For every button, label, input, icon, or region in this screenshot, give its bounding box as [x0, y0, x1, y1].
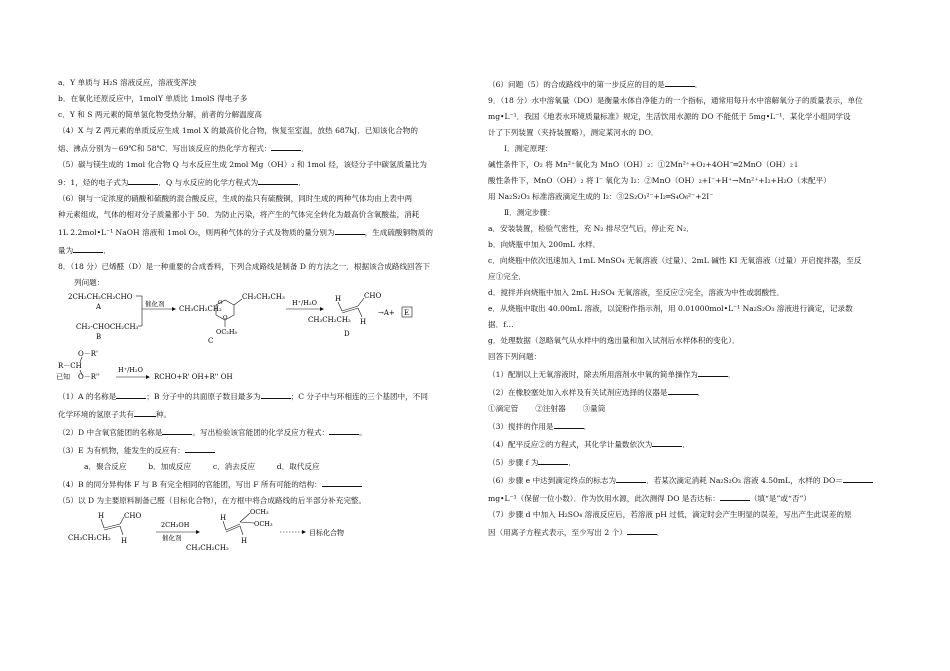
q8-part1-text5: 种。: [155, 410, 172, 419]
q9-part4: （4）配平反应②的方程式，其化学计量数依次为 ．: [488, 440, 690, 449]
q8-part4-text: （4）B 的同分异构体 F 与 B 有完全相同的官能团，写出 F 所有可能的结构：: [58, 480, 322, 489]
q8-part1-line2: [58, 408, 470, 420]
q8-part4: [58, 478, 470, 490]
q9-principle3: 用 Na₂S₂O₃ 标准溶液滴定生成的 I₂：③2S₂O₃²⁻+I₂═S₄O₆²⁻+2I⁻: [488, 192, 714, 201]
product-c-ethoxy: OC₂H₅: [216, 328, 238, 336]
q9-part7-line2: 因（用离子方程式表示，至少写出 2 个） ．: [488, 528, 665, 537]
q9-step-c2: 应①完全．: [488, 272, 526, 281]
answer-blank[interactable]: [335, 226, 365, 235]
product-d-chain: CH₃CH₂CH₂: [308, 316, 351, 324]
q9-step-g: g．处理数据（忽略氧气从水样中的逸出量和加入试剂后水样体积的变化）．: [488, 336, 740, 345]
answer-blank[interactable]: [116, 390, 146, 399]
q7-part6-text3: 量为: [58, 246, 74, 255]
label-b: B: [96, 333, 102, 341]
q8-option-b: b．加成反应: [148, 462, 192, 471]
route-target: 目标化合物: [309, 529, 344, 537]
q8-part1-text4: 化学环境的氢原子共有: [58, 410, 134, 419]
q8-part1-text: （1）A 的名称是: [58, 392, 117, 401]
label-d: D: [344, 330, 350, 338]
answer-blank[interactable]: [538, 456, 568, 465]
route-aldehyde: CHO: [124, 512, 142, 520]
q8-part5: （5）以 D 为主要原料制备己醛（目标化合物），在方框中将合成路线的后半部分补充完整。: [58, 496, 367, 505]
q8-part3: [58, 444, 470, 456]
label-e: E: [404, 309, 410, 317]
synthesis-scheme-drawing: [58, 291, 470, 345]
answer-blank[interactable]: [322, 478, 362, 487]
q7-part5-line2: 9：1，烃的电子式为 ．Q 与水反应的化学方程式为 ．: [58, 178, 306, 187]
q8-part1-text2: ；B 分子中的共面原子数目最多为: [146, 392, 261, 401]
q7-part4-text: 熔、沸点分别为－69℃和 58℃．写出该反应的热化学方程式：: [58, 144, 272, 153]
route-methoxy-b: OCH₃: [254, 520, 273, 528]
q7-option-c: c．Y 和 S 两元素的简单氢化物受热分解，前者的分解温度高: [58, 110, 262, 119]
q8-part6: （6）问题（5）的合成路线中的第一步反应的目的是 ．: [488, 80, 703, 89]
route-atom-h3: H: [220, 514, 227, 522]
q8-option-c: c．消去反应: [212, 462, 256, 471]
aldehyde-group: CHO: [364, 292, 382, 300]
known-products: RCHO+R' OH+R'' OH: [154, 373, 233, 381]
route-atom-h2: H: [121, 537, 128, 545]
q9-part6-line2: [488, 492, 898, 504]
answer-blank[interactable]: [843, 474, 873, 483]
q7-part5-text: 9：1，烃的电子式为: [58, 178, 129, 187]
route-scheme-drawing: [58, 508, 470, 552]
q9-part3: （3）搅拌的作用是 ．: [488, 422, 592, 431]
q7-part6-text: 1L 2.2mol•L⁻¹ NaOH 溶液和 1mol O₂，则两种气体的分子式及物质的量分别为: [58, 228, 335, 237]
known-o-r2: O－R'': [78, 373, 100, 381]
q9-step-e2: 据．f…: [488, 320, 514, 329]
q9-option-1: ①滴定管: [488, 404, 519, 413]
q8-part2-text: （2）D 中含氧官能团的名称是: [58, 428, 163, 437]
answer-blank[interactable]: [128, 176, 158, 185]
known-condition: H⁺/H₂O: [118, 366, 143, 374]
svg-text:O: O: [223, 315, 228, 321]
q7-part5-line1: （5）碳与镁生成的 1mol 化合物 Q 与水反应生成 2mol Mg（OH）₂ 和 1mol 烃，该烃分子中碳氢质量比为: [58, 160, 427, 169]
known-r-ch: R－CH: [58, 362, 82, 370]
q9-part7-text: 因（用离子方程式表示，至少写出 2 个）: [488, 528, 627, 537]
q9-part6-text2: ．若某次滴定消耗 Na₂S₂O₃ 溶液 4.50mL，水样的 DO＝: [646, 476, 843, 485]
answer-blank[interactable]: [720, 492, 750, 501]
right-column: [488, 78, 898, 538]
answer-blank[interactable]: [616, 474, 646, 483]
route-chain: CH₃CH₂CH₂: [68, 534, 111, 542]
acid-water-label: H⁺/H₂O: [292, 299, 317, 307]
synthesis-scheme: [58, 291, 470, 345]
route-catalyst: 催化剂: [162, 534, 182, 542]
answer-blank[interactable]: [261, 390, 291, 399]
known-label: 已知: [56, 373, 70, 381]
q9-intro-line1: 9．（18 分）水中溶氧量（DO）是衡量水体自净能力的一个指标，通常用每升水中溶解氧分子的质量表示，单位: [488, 96, 863, 105]
q7-option-a: a．Y 单质与 H₂S 溶液反应，溶液变浑浊: [58, 78, 196, 87]
q9-step-c1: c．向烧瓶中依次迅速加入 1mL MnSO₄ 无氧溶液（过量）、2mL 碱性 KI 无氧溶液（过量）开启搅拌器，至反: [488, 256, 862, 265]
answer-blank[interactable]: [134, 408, 156, 417]
catalyst-label: 催化剂: [145, 300, 165, 308]
q9-part2-options: [488, 404, 898, 414]
route-chain2: CH₃CH₂CH₂: [186, 544, 229, 552]
q9-intro-line2: mg•L⁻¹．我国《地表水环境质量标准》规定，生活饮用水源的 DO 不能低于 5mg•L⁻¹．某化学小组同学设: [488, 112, 851, 121]
q8-option-d: d．取代反应: [276, 462, 320, 471]
q9-step-d: d．搅拌并向烧瓶中加入 2mL H₂SO₄ 无氧溶液，至反应②完全，溶液为中性或弱酸性．: [488, 288, 785, 297]
route-atom-h: H: [98, 512, 105, 520]
q8-part2-text2: 。写出检验该官能团的化学反应方程式：: [192, 428, 330, 437]
route-scheme: [58, 508, 470, 552]
q9-section1: Ⅰ．测定原理：: [504, 144, 553, 153]
q8-intro-line1: 8．（18 分）已烯醛（D）是一种重要的合成香料，下列合成路线是制备 D 的方法之一．根据该合成路线回答下: [58, 262, 430, 271]
q8-part6-text: （6）问题（5）的合成路线中的第一步反应的目的是: [488, 80, 665, 89]
q9-part3-text: （3）搅拌的作用是: [488, 422, 554, 431]
q9-part2: （2）在橡胶塞处加入水样及有关试剂应选择的仪器是 ．: [488, 388, 706, 397]
known-reaction-drawing: [58, 348, 470, 388]
q7-part6-line3: [58, 226, 470, 238]
route-methoxy-a: OCH₃: [250, 508, 269, 516]
q9-questions-label: 回答下列问题：: [488, 352, 542, 361]
q9-section2: Ⅱ．测定步骤：: [504, 208, 555, 217]
q9-part6-line1: [488, 474, 898, 486]
known-reaction: [58, 348, 470, 388]
label-c: C: [208, 337, 214, 345]
left-column: [58, 78, 470, 554]
q7-part4-line1: （4）X 与 Z 两元素的单质反应生成 1mol X 的最高价化合物，恢复至室温，放热 687kJ．已知该化合物的: [58, 126, 418, 135]
answer-blank[interactable]: [668, 386, 698, 395]
label-a: A: [96, 303, 102, 311]
route-atom-h4: H: [241, 537, 248, 545]
route-reagent: 2CH₃OH: [161, 521, 190, 529]
q9-step-a: a．安装装置，检验气密性，充 N₂ 排尽空气后，停止充 N₂．: [488, 224, 694, 233]
product-c-chain2: CH₂CH₂CH₃: [242, 293, 285, 301]
answer-blank[interactable]: [627, 526, 657, 535]
q7-part4-line2: 熔、沸点分别为－69℃和 58℃．写出该反应的热化学方程式： ．: [58, 144, 309, 153]
q9-part5: （5）步骤 f 为 ．: [488, 458, 577, 467]
svg-text:O: O: [218, 300, 223, 306]
product-c-chain1: CH₃CH₂CH₂: [179, 305, 222, 313]
answer-blank[interactable]: [329, 426, 359, 435]
answer-blank[interactable]: [652, 438, 682, 447]
answer-blank[interactable]: [271, 142, 301, 151]
q8-intro-line2: 列问题：: [74, 278, 105, 287]
atom-h: H: [335, 295, 342, 303]
q7-part6-line2: 种元素组成，气体的相对分子质量都小于 50．为防止污染，将产生的气体完全转化为最高价含氧酸盐，消耗: [58, 210, 420, 219]
answer-blank[interactable]: [162, 426, 192, 435]
q7-option-b: b．在氧化还原反应中，1molY 单质比 1molS 得电子多: [58, 94, 248, 103]
q9-part7-line1: （7）步骤 d 中加入 H₂SO₄ 溶液反应后，若溶液 pH 过低，滴定时会产生明显的误差，写出产生此误差的原: [488, 510, 852, 519]
q7-part6-line1: （6）铜与一定浓度的硝酸和硫酸的混合酸反应，生成的盐只有硫酸铜，同时生成的两种气体均由上表中两: [58, 194, 413, 203]
q9-part5-text: （5）步骤 f 为: [488, 458, 539, 467]
q9-step-b: b．向烧瓶中加入 200mL 水样．: [488, 240, 601, 249]
q9-part1-text: （1）配制以上无氧溶液时，除去所用溶剂水中氧的简单操作为: [488, 370, 698, 379]
q9-part6-text3: mg•L⁻¹（保留一位小数）．作为饮用水源，此次测得 DO 是否达标：: [488, 494, 720, 503]
reactant-a: 2CH₃CH₂CH₂CHO: [68, 293, 133, 301]
q7-part6-text2: ，生成硫酸铜物质的: [364, 228, 433, 237]
q7-part6-line4: 量为 ．: [58, 246, 111, 255]
q9-principle1: 碱性条件下，O₂ 将 Mn²⁺氧化为 MnO（OH）₂：①2Mn²⁺+O₂+4OH⁻═2MnO（OH）₂↓: [488, 160, 800, 169]
reactant-b: CH₂-CHOCH₂CH₃: [76, 323, 139, 331]
q9-principle2: 酸性条件下，MnO（OH）₂ 将 I⁻ 氧化为 I₂：②MnO（OH）₂+I⁻+H⁺→Mn²⁺+I₂+H₂O（未配平）: [488, 176, 831, 185]
q8-part3-options: [58, 462, 470, 472]
q9-part6-text: （6）步骤 e 中达到滴定终点的标志为: [488, 476, 617, 485]
q9-option-3: ③量筒: [582, 404, 606, 413]
answer-blank[interactable]: [185, 444, 215, 453]
q7-part5-text2: ．Q 与水反应的化学方程式为: [158, 178, 259, 187]
q9-part4-text: （4）配平反应②的方程式，其化学计量数依次为: [488, 440, 653, 449]
q9-step-e1: e．从烧瓶中取出 40.00mL 溶液，以淀粉作指示剂，用 0.01000mol•L⁻¹ Na₂S₂O₃ 溶液进行滴定，记录数: [488, 304, 853, 313]
q8-part1-line1: [58, 390, 470, 402]
q9-part1: （1）配制以上无氧溶液时，除去所用溶剂水中氧的简单操作为 ．: [488, 370, 736, 379]
q9-intro-line3: 计了下列装置（夹持装置略），测定某河水的 DO．: [488, 128, 659, 137]
q9-part2-text: （2）在橡胶塞处加入水样及有关试剂应选择的仪器是: [488, 388, 668, 397]
answer-blank[interactable]: [258, 176, 298, 185]
q8-part2: （2）D 中含氧官能团的名称是 。写出检验该官能团的化学反应方程式： 。: [58, 428, 367, 437]
q9-part6-text4: （填“是”或“否”）: [749, 494, 811, 503]
answer-blank[interactable]: [665, 78, 695, 87]
arrow-to-a: →A+: [378, 309, 395, 317]
answer-blank[interactable]: [73, 244, 103, 253]
q8-part1-text3: ；C 分子中与环相连的三个基团中，不同: [290, 392, 428, 401]
q8-option-a: a．聚合反应: [84, 462, 127, 471]
known-o-r1: O－R': [78, 350, 98, 358]
answer-blank[interactable]: [698, 368, 728, 377]
atom-h2: H: [360, 318, 367, 326]
q9-option-2: ②注射器: [535, 404, 566, 413]
q8-part3-text: （3）E 为有机物，能发生的反应有：: [58, 446, 185, 455]
answer-blank[interactable]: [554, 420, 584, 429]
